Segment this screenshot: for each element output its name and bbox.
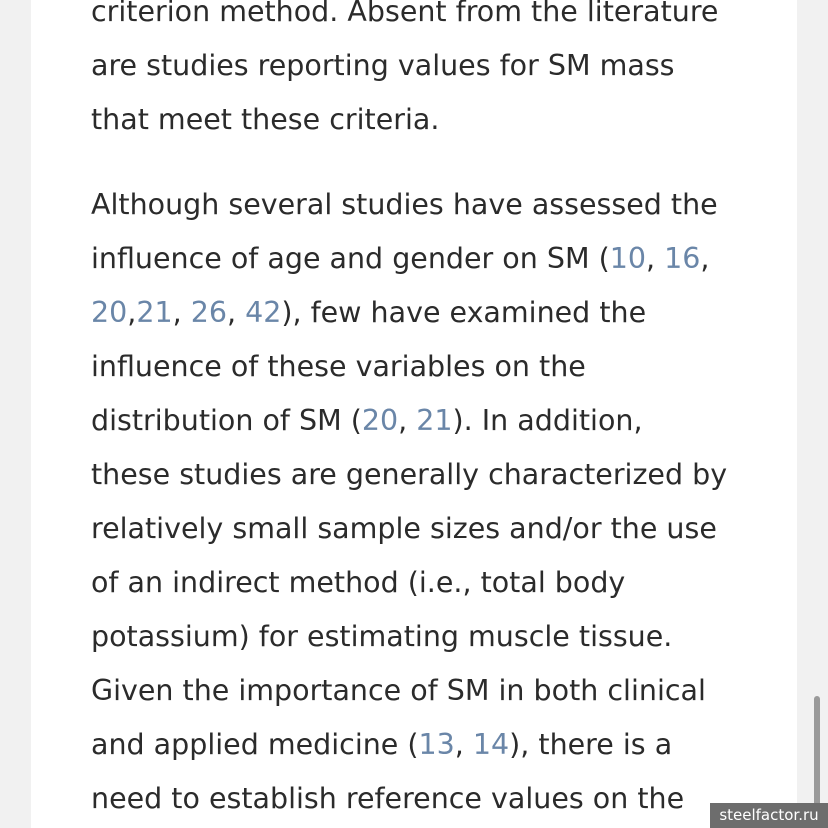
text-segment: influence of age and gender on SM ( [91,242,610,275]
text-segment: ), there is a [509,728,673,761]
text-line: criterion method. Absent from the literature [91,0,719,28]
text-line [91,394,781,448]
citation-link-26[interactable]: 26 [190,296,227,329]
text-line: Although several studies have assessed the [91,188,718,221]
citation-link-20[interactable]: 20 [91,296,128,329]
citation-link-20[interactable]: 20 [361,404,399,437]
text-line: Given the importance of SM in both clinical [91,674,706,707]
text-line: these studies are generally characterized by [91,458,728,491]
text-line [91,286,781,340]
scrollbar-thumb[interactable] [814,696,820,806]
text-segment: , [646,242,665,275]
text-segment: , [454,728,473,761]
text-line: potassium) for estimating muscle tissue. [91,620,673,653]
watermark: steelfactor.ru [710,803,828,828]
text-segment: , [700,242,710,275]
text-segment: , [226,296,246,329]
paragraph-1 [91,0,781,147]
text-line: are studies reporting values for SM mass [91,49,675,82]
article-page [31,0,797,828]
citation-link-16[interactable]: 16 [664,242,701,275]
text-line: that meet these criteria. [91,103,440,136]
citation-link-10[interactable]: 10 [609,242,646,275]
text-segment: and applied medicine ( [91,728,419,761]
text-line: need to establish reference values on the [91,782,685,815]
text-line: of an indirect method (i.e., total body [91,566,626,599]
text-line: influence of these variables on the [91,350,586,383]
text-line: relatively small sample sizes and/or the use [91,512,717,545]
text-segment: , [172,296,191,329]
text-segment: , [127,296,137,329]
text-segment: ). In addition, [452,404,643,437]
citation-link-42[interactable]: 42 [245,296,282,329]
text-segment: , [398,404,417,437]
citation-link-14[interactable]: 14 [472,728,510,761]
citation-link-21[interactable]: 21 [136,296,173,329]
text-segment: ), few have examined the [281,296,647,329]
text-segment: distribution of SM ( [91,404,362,437]
citation-link-21[interactable]: 21 [416,404,453,437]
text-line [91,232,781,286]
paragraph-2 [91,178,781,826]
text-line [91,718,781,772]
citation-link-13[interactable]: 13 [418,728,455,761]
